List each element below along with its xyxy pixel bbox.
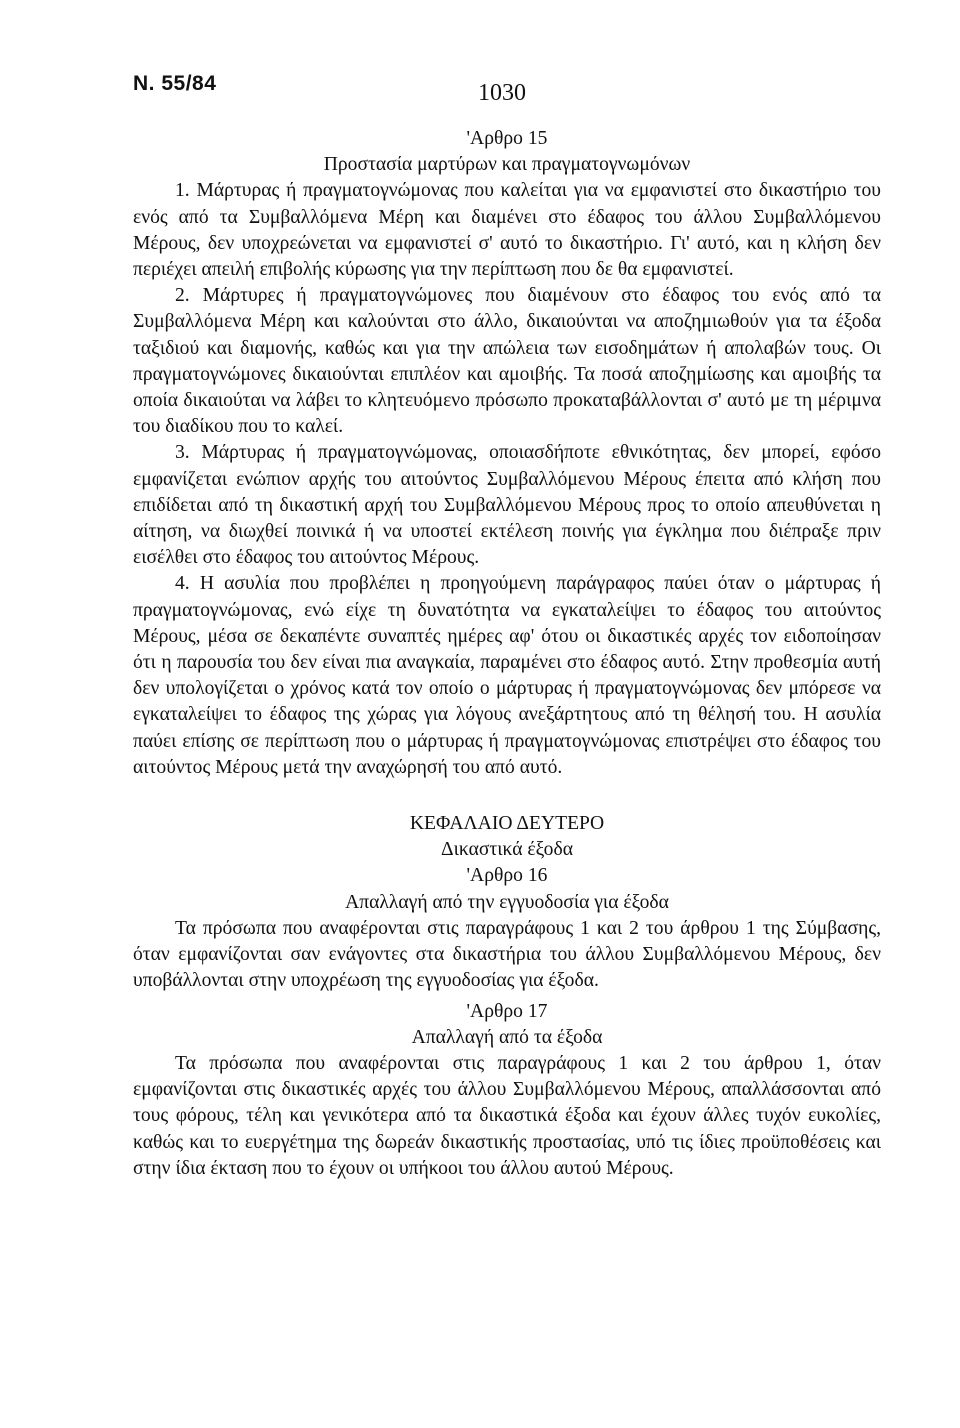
article-15-paragraph-2: 2. Μάρτυρες ή πραγματογνώμονες που διαμένουν στο έδαφος του ενός από τα Συμβαλλόμενα Μέρη και καλούνται στο άλλο, δικαιούνται να αποζημιωθούν για τα έξοδα ταξιδιού και διαμονής, καθώς και για την απώλεια των εισοδημάτων ή απολαβών τους. Οι πραγματογνώμονες δικαιούνται επιπλέον και αμοιβής. Τα ποσά αποζημίωσης και αμοιβής τα οποία δικαιούται να λάβει το κλητευόμενο πρόσωπο προκαταβάλλονται σ' αυτό με τη μέριμνα του διαδίκου που το καλεί. — [133, 285, 881, 438]
article-15-title: 'Αρθρο 15 — [466, 128, 548, 149]
article-17-title: 'Αρθρο 17 — [466, 1000, 548, 1022]
article-17-subtitle: Απαλλαγή από τα έξοδα — [411, 1026, 603, 1048]
page-number: 1030 — [478, 80, 526, 106]
article-15-paragraph-3: 3. Μάρτυρας ή πραγματογνώμονας, οποιασδήποτε εθνικότητας, δεν μπορεί, εφόσο εμφανίζεται ενώπιον αρχής του αιτούντος Συμβαλλόμενου Μέρους έπειτα από κλήση που επιδίδεται από τη δικαστική αρχή του Συμβαλλόμενου Μέρους προς το οποίο απευθύνεται η αίτηση, να διωχθεί ποινικά ή να υποστεί εκτέλεση ποινής για έγκλημα που διέπραξε πριν εισέλθει στο έδαφος του αιτούντος Μέρους. — [133, 442, 881, 569]
article-15-paragraph-1: 1. Μάρτυρας ή πραγματογνώμονας που καλείται για να εμφανιστεί στο δικαστήριο του ενός από τα Συμβαλλόμενα Μέρη και διαμένει στο έδαφος του άλλου Συμβαλλόμενου Μέρους, δεν υποχρεώνεται να εμφανιστεί σ' αυτό το δικαστήριο. Γι' αυτό, και η κλήση δεν περιέχει απειλή επιβολής κύρωσης για την περίπτωση που δε θα εμφανιστεί. — [133, 180, 881, 281]
article-16-paragraph: Τα πρόσωπα που αναφέρονται στις παραγράφους 1 και 2 του άρθρου 1 της Σύμβασης, όταν εμφανίζονται σαν ενάγοντες στα δικαστήρια του άλλου Συμβαλλόμενου Μέρους, δεν υποβάλλονται στην υποχρέωση της εγγυοδοσίας για έξοδα. — [133, 917, 881, 992]
article-16-subtitle: Απαλλαγή από την εγγυοδοσία για έξοδα — [345, 891, 669, 913]
law-reference: Ν. 55/84 — [133, 72, 217, 95]
article-15-subtitle: Προστασία μαρτύρων και πραγματογνωμόνων — [323, 154, 691, 176]
article-15-paragraph-4: 4. Η ασυλία που προβλέπει η προηγούμενη παράγραφος παύει όταν ο μάρτυρας ή πραγματογνώμονας, ενώ είχε τη δυνατότητα να εγκαταλείψει το έδαφος του αιτούντος Μέρους, μέσα σε δεκαπέντε συναπτές ημέρες αφ' ότου οι δικαστικές αρχές τον ειδοποίησαν ότι η παρουσία του δεν είναι πια αναγκαία, παραμένει στο έδαφος αυτό. Στην προθεσμία αυτή δεν υπολογίζεται ο χρόνος κατά τον οποίο ο μάρτυρας ή πραγματογνώμονας δεν μπόρεσε να εγκαταλείψει το έδαφος της χώρας για λόγους ανεξάρτητους από τη θέλησή του. Η ασυλία παύει επίσης σε περίπτωση που ο μάρτυρας ή πραγματογνώμονας επιστρέψει στο έδαφος του αιτούντος Μέρους μετά την αναχώρησή του από αυτό. — [133, 573, 881, 778]
chapter-subtitle: Δικαστικά έξοδα — [441, 839, 573, 861]
article-17-paragraph: Τα πρόσωπα που αναφέρονται στις παραγράφους 1 και 2 του άρθρου 1, όταν εμφανίζονται στις δικαστικές αρχές του άλλου Συμβαλλόμενου Μέρους, απαλλάσσονται από τους φόρους, τέλη και γενικότερα από τα δικαστικά έξοδα και έχουν άλλες τυχόν ευκολίες, καθώς και το ευεργέτημα της δωρεάν δικαστικής προστασίας, υπό τις ίδιες προϋποθέσεις και στην ίδια έκταση που το έχουν οι υπήκοοι του άλλου αυτού Μέρους. — [133, 1052, 881, 1179]
article-16-title: 'Αρθρο 16 — [466, 865, 548, 887]
chapter-title: ΚΕΦΑΛΑΙΟ ΔΕΥΤΕΡΟ — [409, 813, 605, 835]
document-body — [133, 126, 881, 1182]
